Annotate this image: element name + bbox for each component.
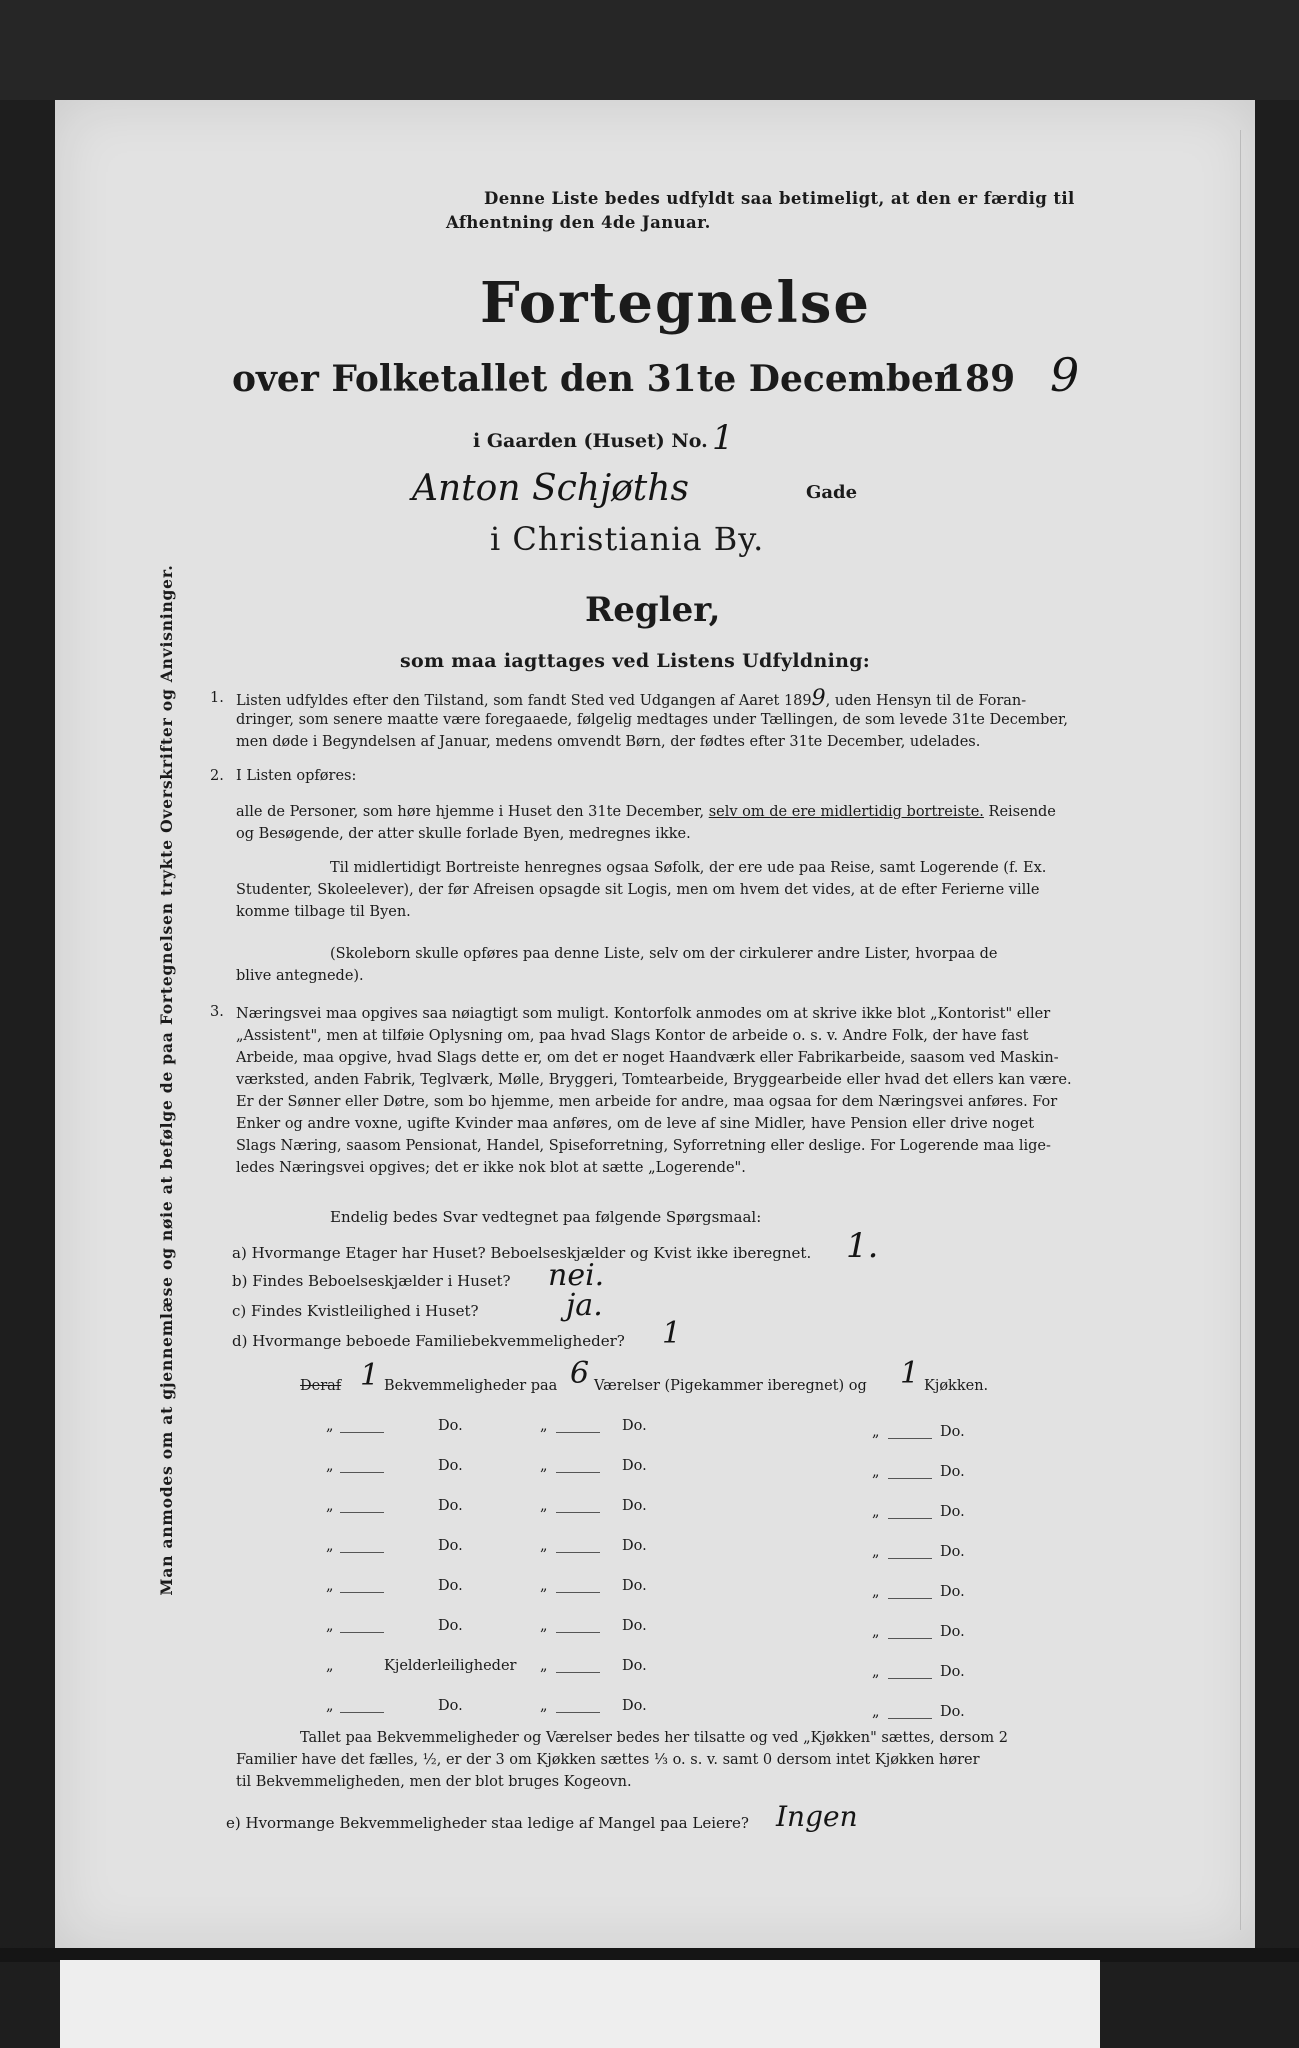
fill-in-line: [340, 1552, 384, 1553]
question-c: c) Findes Kvistleilighed i Huset?: [232, 1302, 479, 1320]
row-quote-1: „: [326, 1658, 334, 1674]
row-quote-2: „: [540, 1578, 548, 1594]
fill-in-line: [556, 1552, 600, 1553]
rule-2-line-7: blive antegnede).: [236, 968, 364, 984]
fill-in-line: [888, 1718, 932, 1719]
row-quote-2: „: [540, 1458, 548, 1474]
note-line-2: Familier have det fælles, ½, er der 3 om Kjøkken sættes ⅓ o. s. v. samt 0 dersom intet Kjøkken hører: [236, 1752, 980, 1768]
fill-in-line: [340, 1472, 384, 1473]
rule-1-text-b: , uden Hensyn til de Foran-: [825, 693, 1027, 709]
fill-in-line: [556, 1672, 600, 1673]
row-do-2: Do.: [622, 1578, 647, 1594]
row-do-1: Do.: [438, 1418, 463, 1434]
table-vaer-label: Værelser (Pigekammer iberegnet) og: [594, 1378, 867, 1394]
rule-2-line-6: (Skoleborn skulle opføres paa denne Liste, selv om der cirkulerer andre Lister, hvorpaa de: [330, 946, 998, 962]
rules-heading: Regler,: [585, 590, 721, 630]
fill-in-line: [888, 1638, 932, 1639]
fill-in-line: [340, 1632, 384, 1633]
fill-in-line: [556, 1472, 600, 1473]
rule-3-line-1: Næringsvei maa opgives saa nøiagtigt som muligt. Kontorfolk anmodes om at skrive ikke blot „Kontorist" eller: [236, 1006, 1051, 1022]
rule-1-line-1: [236, 688, 1026, 712]
rule-2-line-4: Studenter, Skoleelever), der før Afreisen opsagde sit Logis, men om hvem det vides, at de efter Ferierne ville: [236, 882, 1040, 898]
rule-2-line-1: [236, 802, 1056, 823]
rule-2-line-3: Til midlertidigt Bortreiste henregnes ogsaa Søfolk, der ere ude paa Reise, samt Logerende (f. Ex.: [330, 860, 1047, 876]
fill-in-line: [556, 1632, 600, 1633]
fill-in-line: [556, 1712, 600, 1713]
answer-d-handwritten: 1: [662, 1316, 682, 1351]
row-quote-1: „: [326, 1458, 334, 1474]
rule-1-year-handwritten: 9: [811, 686, 826, 711]
row-quote-2: „: [540, 1538, 548, 1554]
subtitle-year-printed: 189: [940, 358, 1016, 400]
row-do-1: Do.: [438, 1538, 463, 1554]
subtitle-year-handwritten: 9: [1050, 348, 1080, 402]
row-quote-3: „: [872, 1624, 880, 1640]
answer-a-handwritten: 1.: [846, 1226, 879, 1266]
table-vaer-count: 6: [570, 1356, 590, 1391]
fill-in-line: [888, 1478, 932, 1479]
note-line-3: til Bekvemmeligheden, men der blot bruges Kogeovn.: [236, 1774, 632, 1790]
side-instruction: Man anmodes om at gjennemlæse og nøie at befølge de paa Fortegnelsen trykte Overskrifter og Anvisninger.: [157, 564, 176, 1596]
next-page-edge: [60, 1960, 1100, 2048]
answer-b-handwritten: nei.: [548, 1258, 605, 1293]
row-kjelder-label: Kjelderleiligheder: [384, 1658, 517, 1674]
row-do-2: Do.: [622, 1458, 647, 1474]
rule-1-line-3: men døde i Begyndelsen af Januar, medens omvendt Børn, der fødtes efter 31te December, udelades.: [236, 734, 981, 750]
row-quote-2: „: [540, 1498, 548, 1514]
fill-in-line: [340, 1432, 384, 1433]
rule-3-line-8: ledes Næringsvei opgives; det er ikke nok blot at sætte „Logerende".: [236, 1160, 746, 1176]
answer-c-handwritten: ja.: [566, 1288, 603, 1323]
row-quote-3: „: [872, 1704, 880, 1720]
row-do-3: Do.: [940, 1424, 965, 1440]
row-do-3: Do.: [940, 1544, 965, 1560]
scan-background-top: [0, 0, 1299, 100]
fill-in-line: [556, 1512, 600, 1513]
row-do-2: Do.: [622, 1618, 647, 1634]
row-quote-2: „: [540, 1418, 548, 1434]
question-d: d) Hvormange beboede Familiebekvemmeligheder?: [232, 1332, 625, 1350]
page-subtitle: over Folketallet den 31te December: [232, 358, 953, 400]
row-do-1: Do.: [438, 1618, 463, 1634]
row-quote-2: „: [540, 1658, 548, 1674]
rule-3-line-4: værksted, anden Fabrik, Teglværk, Mølle, Bryggeri, Tomtearbeide, Bryggearbeide eller hvad det ellers kan være.: [236, 1072, 1072, 1088]
rule-2-text-underlined: selv om de ere midlertidig bortreiste.: [708, 804, 984, 820]
row-do-1: Do.: [438, 1578, 463, 1594]
row-do-2: Do.: [622, 1498, 647, 1514]
rule-2-heading: I Listen opføres:: [236, 768, 357, 784]
questions-intro: Endelig bedes Svar vedtegnet paa følgende Spørgsmaal:: [330, 1208, 762, 1226]
row-quote-1: „: [326, 1698, 334, 1714]
rule-3-number: 3.: [210, 1004, 224, 1020]
rules-subheading: som maa iagttages ved Listens Udfyldning:: [400, 650, 871, 672]
rule-2-text-b: Reisende: [988, 804, 1056, 820]
fill-in-line: [340, 1592, 384, 1593]
rule-3-line-2: „Assistent", men at tilføie Oplysning om, paa hvad Slags Kontor de arbeide o. s. v. Andre Folk, der have fast: [236, 1028, 1029, 1044]
row-do-3: Do.: [940, 1584, 965, 1600]
row-do-3: Do.: [940, 1704, 965, 1720]
note-line-1: Tallet paa Bekvemmeligheder og Værelser bedes her tilsatte og ved „Kjøkken" sættes, dersom 2: [300, 1730, 1008, 1746]
row-do-2: Do.: [622, 1698, 647, 1714]
row-quote-1: „: [326, 1498, 334, 1514]
row-quote-3: „: [872, 1464, 880, 1480]
page-title: Fortegnelse: [480, 270, 871, 336]
fill-in-line: [888, 1678, 932, 1679]
row-quote-1: „: [326, 1618, 334, 1634]
row-do-3: Do.: [940, 1624, 965, 1640]
fill-in-line: [556, 1432, 600, 1433]
row-do-1: Do.: [438, 1498, 463, 1514]
rule-2-line-2: og Besøgende, der atter skulle forlade Byen, medregnes ikke.: [236, 826, 691, 842]
row-do-2: Do.: [622, 1418, 647, 1434]
rule-2-text-a: alle de Personer, som høre hjemme i Huset den 31te December,: [236, 804, 705, 820]
row-do-3: Do.: [940, 1664, 965, 1680]
row-do-3: Do.: [940, 1464, 965, 1480]
notice-line-2: Afhentning den 4de Januar.: [446, 213, 711, 232]
row-quote-3: „: [872, 1424, 880, 1440]
answer-e-handwritten: Ingen: [776, 1800, 858, 1833]
rule-1-text-a: Listen udfyldes efter den Tilstand, som fandt Sted ved Udgangen af Aaret 189: [236, 693, 812, 709]
rule-3-line-5: Er der Sønner eller Døtre, som bo hjemme, men arbeide for andre, maa ogsaa for dem Næringsvei anføres. For: [236, 1094, 1058, 1110]
row-quote-3: „: [872, 1664, 880, 1680]
street-label: Gade: [806, 482, 858, 503]
rule-3-line-6: Enker og andre voxne, ugifte Kvinder maa anføres, om de leve af sine Midler, have Pension eller drive noget: [236, 1116, 1035, 1132]
gaard-number-handwritten: 1: [712, 418, 734, 458]
notice-line-1: Denne Liste bedes udfyldt saa betimeligt, at den er færdig til: [484, 189, 1075, 208]
row-quote-3: „: [872, 1584, 880, 1600]
row-quote-2: „: [540, 1698, 548, 1714]
row-do-3: Do.: [940, 1504, 965, 1520]
fill-in-line: [340, 1512, 384, 1513]
fill-in-line: [556, 1592, 600, 1593]
fill-in-line: [888, 1598, 932, 1599]
rule-1-number: 1.: [210, 690, 224, 706]
rule-3-line-3: Arbeide, maa opgive, hvad Slags dette er, om det er noget Haandværk eller Fabrikarbeide, saasom ved Maskin-: [236, 1050, 1059, 1066]
row-quote-2: „: [540, 1618, 548, 1634]
rule-3-line-7: Slags Næring, saasom Pensionat, Handel, Spiseforretning, Syforretning eller deslige. For Logerende maa lige-: [236, 1138, 1051, 1154]
row-quote-1: „: [326, 1538, 334, 1554]
question-e: e) Hvormange Bekvemmeligheder staa ledige af Mangel paa Leiere?: [226, 1814, 749, 1832]
table-first-count: 1: [360, 1358, 380, 1393]
question-a: a) Hvormange Etager har Huset? Beboelseskjælder og Kvist ikke iberegnet.: [232, 1244, 812, 1262]
table-deraf: Deraf: [300, 1378, 342, 1394]
rule-2-line-5: komme tilbage til Byen.: [236, 904, 411, 920]
question-b: b) Findes Beboelseskjælder i Huset?: [232, 1272, 511, 1290]
page-fold-line: [1240, 130, 1241, 1930]
row-quote-3: „: [872, 1544, 880, 1560]
row-do-2: Do.: [622, 1538, 647, 1554]
row-quote-1: „: [326, 1578, 334, 1594]
fill-in-line: [888, 1518, 932, 1519]
rule-2-number: 2.: [210, 768, 224, 784]
fill-in-line: [888, 1438, 932, 1439]
table-kjok-count: 1: [900, 1356, 920, 1391]
row-do-1: Do.: [438, 1698, 463, 1714]
row-quote-1: „: [326, 1418, 334, 1434]
fill-in-line: [340, 1712, 384, 1713]
row-do-1: Do.: [438, 1458, 463, 1474]
row-quote-3: „: [872, 1504, 880, 1520]
table-bekv-label: Bekvemmeligheder paa: [384, 1378, 558, 1394]
gaard-label: i Gaarden (Huset) No.: [473, 430, 708, 452]
city-label: i Christiania By.: [490, 520, 765, 558]
row-do-2: Do.: [622, 1658, 647, 1674]
street-handwritten: Anton Schjøths: [412, 468, 689, 509]
table-kjok-label: Kjøkken.: [924, 1378, 989, 1394]
fill-in-line: [888, 1558, 932, 1559]
rule-1-line-2: dringer, som senere maatte være foregaaede, følgelig medtages under Tællingen, de som levede 31te December,: [236, 712, 1068, 728]
